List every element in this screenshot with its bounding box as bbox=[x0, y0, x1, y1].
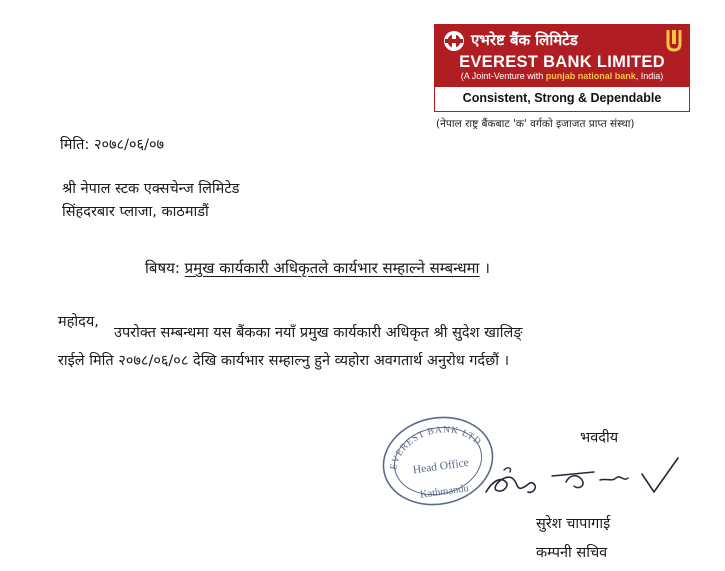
bank-name-english: EVEREST BANK LIMITED bbox=[459, 53, 665, 71]
subject-text: प्रमुख कार्यकारी अधिकृतले कार्यभार सम्हाल्ने सम्बन्धमा bbox=[184, 259, 480, 277]
closing: भवदीय bbox=[580, 430, 619, 446]
bank-logo-block bbox=[434, 24, 690, 112]
subject-label: बिषय: bbox=[145, 259, 185, 277]
signer-name: सुरेश चापागाई bbox=[536, 516, 611, 532]
stamp-line-1: Head Office bbox=[412, 456, 470, 477]
recipient-address: सिंहदरबार प्लाजा, काठमाडौं bbox=[62, 204, 209, 220]
body-line-1: उपरोक्त सम्बन्धमा यस बैंकका नयाँ प्रमुख कार्यकारी अधिकृत श्री सुदेश खालिङ् bbox=[114, 325, 523, 341]
stamp-ring-text: EVEREST BANK LTD. bbox=[388, 425, 486, 471]
handwritten-signature bbox=[482, 452, 688, 502]
letter-subject: बिषय: प्रमुख कार्यकारी अधिकृतले कार्यभार सम्हाल्ने सम्बन्धमा । bbox=[145, 259, 490, 277]
joint-venture-note: (A Joint-Venture with punjab national bank, India) bbox=[460, 71, 664, 81]
company-stamp bbox=[380, 415, 496, 507]
stamp-line-2: Kathmandu bbox=[419, 483, 470, 501]
bank-tagline: Consistent, Strong & Dependable bbox=[462, 91, 662, 105]
body-line-2: राईले मिति २०७८/०६/०८ देखि कार्यभार सम्हाल्नु हुने व्यहोरा अवगतार्थ अनुरोध गर्दछौं । bbox=[58, 353, 510, 369]
recipient-name: श्री नेपाल स्टक एक्सचेन्ज लिमिटेड bbox=[62, 181, 240, 197]
signer-designation: कम्पनी सचिव bbox=[536, 545, 608, 561]
salutation: महोदय, bbox=[58, 314, 99, 330]
bank-name-nepali: एभरेष्ट बैंक लिमिटेड bbox=[471, 31, 578, 49]
bank-emblem-icon bbox=[443, 30, 465, 52]
letter-date: मिति: २०७८/०६/०७ bbox=[60, 137, 165, 153]
pnb-logo-icon bbox=[665, 28, 683, 52]
licence-note: (नेपाल राष्ट्र बैंकबाट 'क' वर्गको इजाजत प्राप्त संस्था) bbox=[436, 118, 635, 130]
